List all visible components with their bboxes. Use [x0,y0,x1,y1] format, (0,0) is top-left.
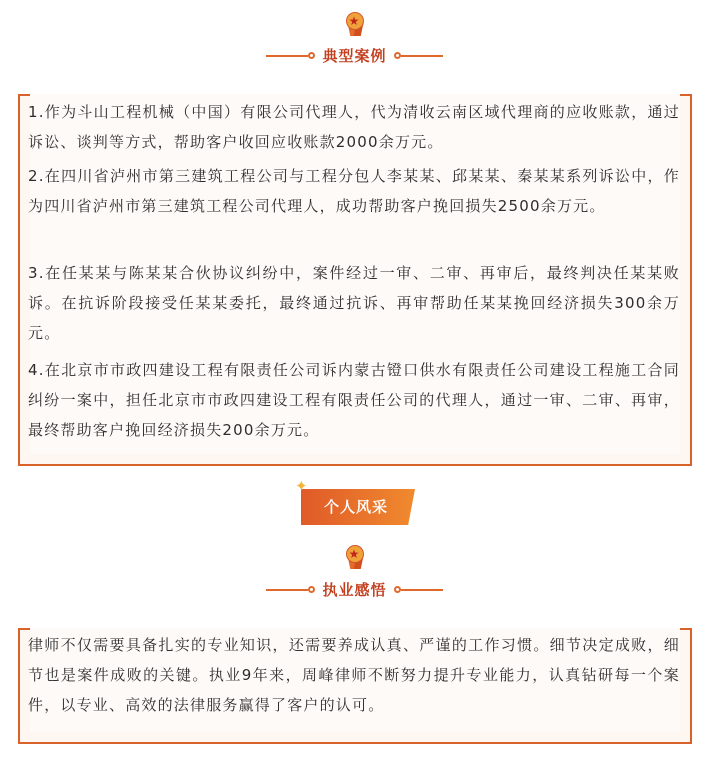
insight-text: 律师不仅需要具备扎实的专业知识，还需要养成认真、严谨的工作习惯。细节决定成败，细节也是案件成败的关键。执业9年来，周峰律师不断努力提升专业能力，认真钻研每一个案件，以专业、高效的法律服务赢得了客户的认可。 [28,636,680,714]
profile-banner-label: 个人风采 [323,498,388,516]
case-item-2: 2.在四川省泸州市第三建筑工程公司与工程分包人李某某、邱某某、秦某某系列诉讼中，作为四川省泸州市第三建筑工程公司代理人，成功帮助客户挽回损失2500余万元。 [28,167,680,215]
cases-title: 典型案例 [322,47,387,65]
profile-banner [295,477,415,525]
medal-icon: ★ [345,12,365,38]
sparkle-icon: ✦ [295,477,308,495]
medal-icon: ★ [345,545,365,571]
case-item-3: 3.在任某某与陈某某合伙协议纠纷中，案件经过一审、二审、再审后，最终判决任某某败诉。在抗诉阶段接受任某某委托，最终通过抗诉、再审帮助任某某挽回经济损失300余万元。 [28,264,680,342]
section-title-cases [0,44,709,68]
insight-title: 执业感悟 [322,581,387,599]
case-item-4: 4.在北京市市政四建设工程有限责任公司诉内蒙古镫口供水有限责任公司建设工程施工合同纠纷一案中，担任北京市市政四建设工程有限责任公司的代理人，通过一审、二审、再审，最终帮助客户挽回经济损失200余万元。 [28,361,680,439]
section-title-insight [0,578,709,602]
case-item-1: 1.作为斗山工程机械（中国）有限公司代理人，代为清收云南区域代理商的应收账款，通过诉讼、谈判等方式，帮助客户收回应收账款2000余万元。 [28,103,680,151]
